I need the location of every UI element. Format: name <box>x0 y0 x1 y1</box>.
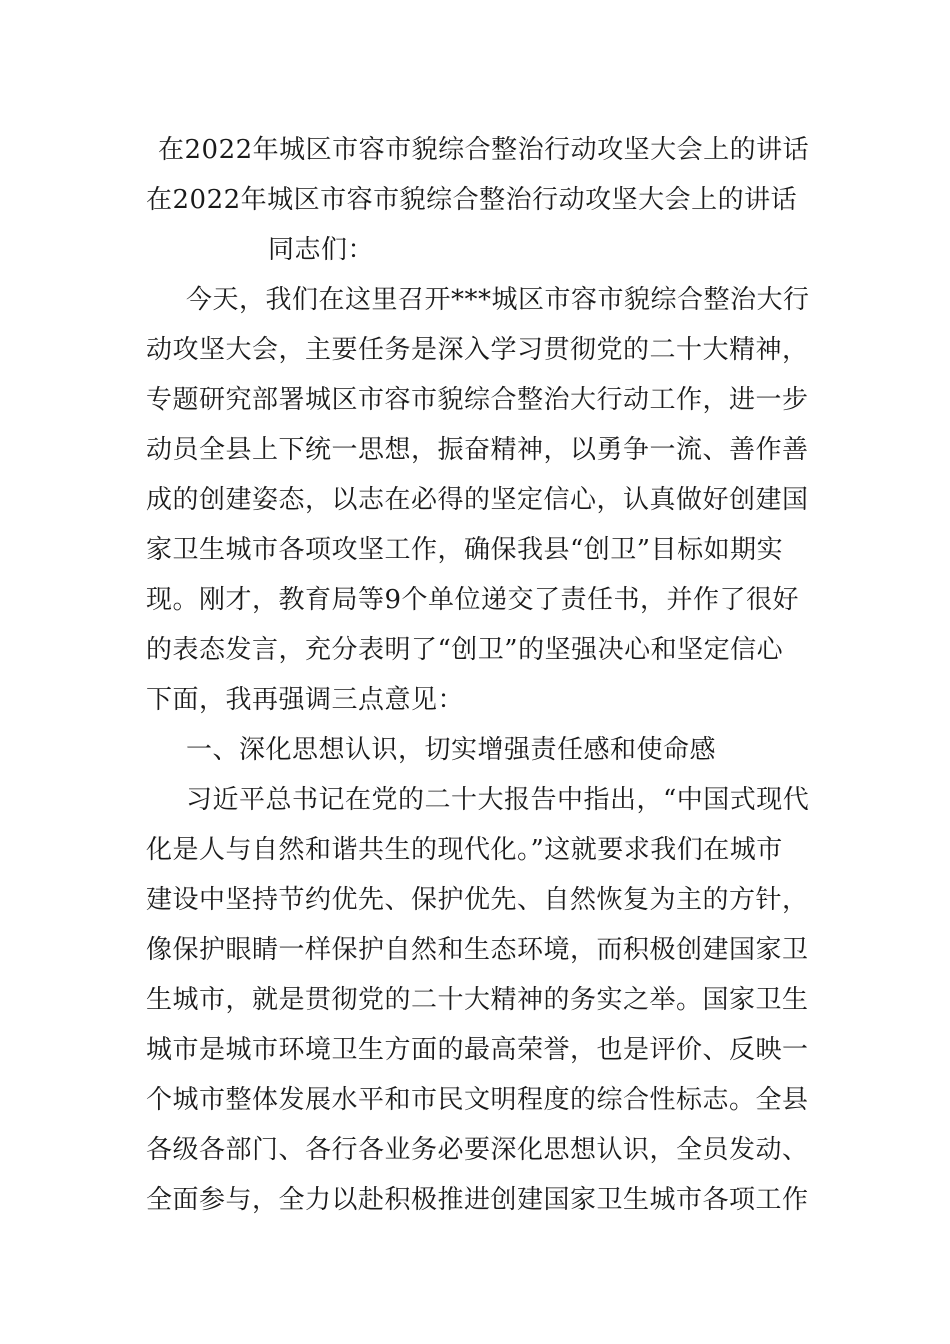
greeting: 同志们： <box>268 235 375 265</box>
paragraph-2-line: 全面参与，全力以赴积极推进创建国家卫生城市各项工作 <box>146 1185 809 1215</box>
document-title-repeat: 在2022年城区市容市貌综合整治行动攻坚大会上的讲话 <box>146 185 798 215</box>
paragraph-2-line: 生城市，就是贯彻党的二十大精神的务实之举。国家卫生 <box>146 985 809 1015</box>
paragraph-1-line: 成的创建姿态，以志在必得的坚定信心，认真做好创建国 <box>146 485 809 515</box>
paragraph-2-line: 像保护眼睛一样保护自然和生态环境，而积极创建国家卫 <box>146 935 809 965</box>
paragraph-2-line: 习近平总书记在党的二十大报告中指出，“中国式现代 <box>186 785 810 815</box>
paragraph-1-line: 专题研究部署城区市容市貌综合整治大行动工作，进一步 <box>146 385 809 415</box>
paragraph-2-line: 化是人与自然和谐共生的现代化。”这就要求我们在城市 <box>146 835 783 865</box>
paragraph-1-line: 的表态发言，充分表明了“创卫”的坚强决心和坚定信心 <box>146 635 784 665</box>
section-1-heading: 一、深化思想认识，切实增强责任感和使命感 <box>186 735 717 765</box>
paragraph-1-line: 现。刚才，教育局等9个单位递交了责任书，并作了很好 <box>146 585 800 615</box>
paragraph-2-line: 各级各部门、各行各业务必要深化思想认识，全员发动、 <box>146 1135 809 1165</box>
paragraph-1-line: 今天，我们在这里召开***城区市容市貌综合整治大行 <box>186 285 810 315</box>
paragraph-1-line: 动攻坚大会，主要任务是深入学习贯彻党的二十大精神， <box>146 335 809 365</box>
paragraph-1-line: 动员全县上下统一思想，振奋精神，以勇争一流、善作善 <box>146 435 809 465</box>
paragraph-1-line: 家卫生城市各项攻坚工作，确保我县“创卫”目标如期实 <box>146 535 784 565</box>
paragraph-2-line: 建设中坚持节约优先、保护优先、自然恢复为主的方针， <box>146 885 809 915</box>
paragraph-1-line: 下面，我再强调三点意见： <box>146 685 465 715</box>
paragraph-2-line: 城市是城市环境卫生方面的最高荣誉，也是评价、反映一 <box>146 1035 809 1065</box>
paragraph-2-line: 个城市整体发展水平和市民文明程度的综合性标志。全县 <box>146 1085 809 1115</box>
document-title: 在2022年城区市容市貌综合整治行动攻坚大会上的讲话 <box>158 135 810 165</box>
